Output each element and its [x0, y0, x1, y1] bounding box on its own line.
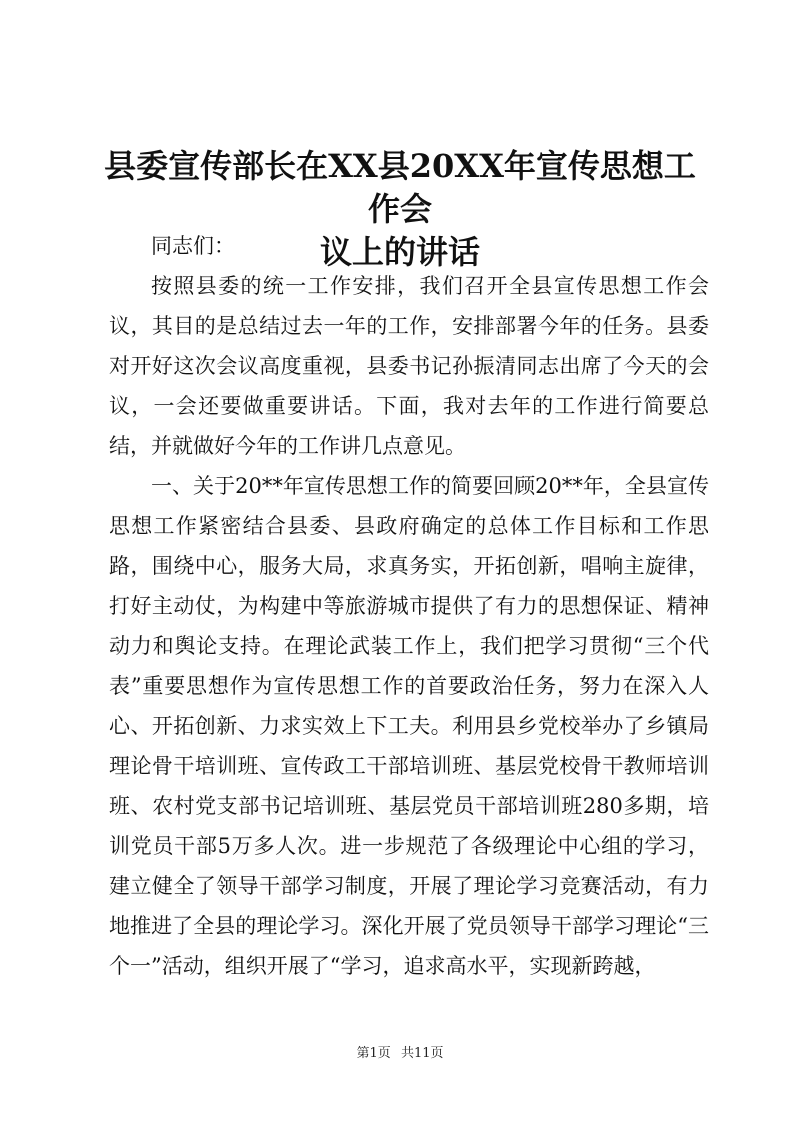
title-line-1: 县委宣传部长在XX县20XX年宣传思想工作会	[104, 147, 696, 228]
title-line-2: 议上的讲话	[319, 233, 480, 271]
page-total: 共11页	[400, 1046, 444, 1061]
document-body	[109, 226, 709, 986]
salutation-paragraph: 同志们：	[151, 234, 235, 258]
page-number: 第1页	[356, 1046, 391, 1061]
page-footer	[0, 1045, 800, 1063]
intro-paragraph: 按照县委的统一工作安排，我们召开全县宣传思想工作会议，其目的是总结过去一年的工作，安排部署今年的任务。县委对开好这次会议高度重视，县委书记孙振清同志出席了今天的会议，一会还要做重要讲话。下面，我对去年的工作进行简要总结，并就做好今年的工作讲几点意见。	[109, 274, 709, 458]
review-paragraph: 一、关于20**年宣传思想工作的简要回顾20**年，全县宣传思想工作紧密结合县委、县政府确定的总体工作目标和工作思路，围绕中心，服务大局，求真务实，开拓创新，唱响主旋律，打好主动仗，为构建中等旅游城市提供了有力的思想保证、精神动力和舆论支持。在理论武装工作上，我们把学习贯彻“三个代表”重要思想作为宣传思想工作的首要政治任务，努力在深入人心、开拓创新、力求实效上下工夫。利用县乡党校举办了乡镇局理论骨干培训班、宣传政工干部培训班、基层党校骨干教师培训班、农村党支部书记培训班、基层党员干部培训班280多期，培训党员干部5万多人次。进一步规范了各级理论中心组的学习，建立健全了领导干部学习制度，开展了理论学习竞赛活动，有力地推进了全县的理论学习。深化开展了党员领导干部学习理论“三个一”活动，组织开展了“学习，追求高水平，实现新跨越，	[109, 474, 709, 978]
